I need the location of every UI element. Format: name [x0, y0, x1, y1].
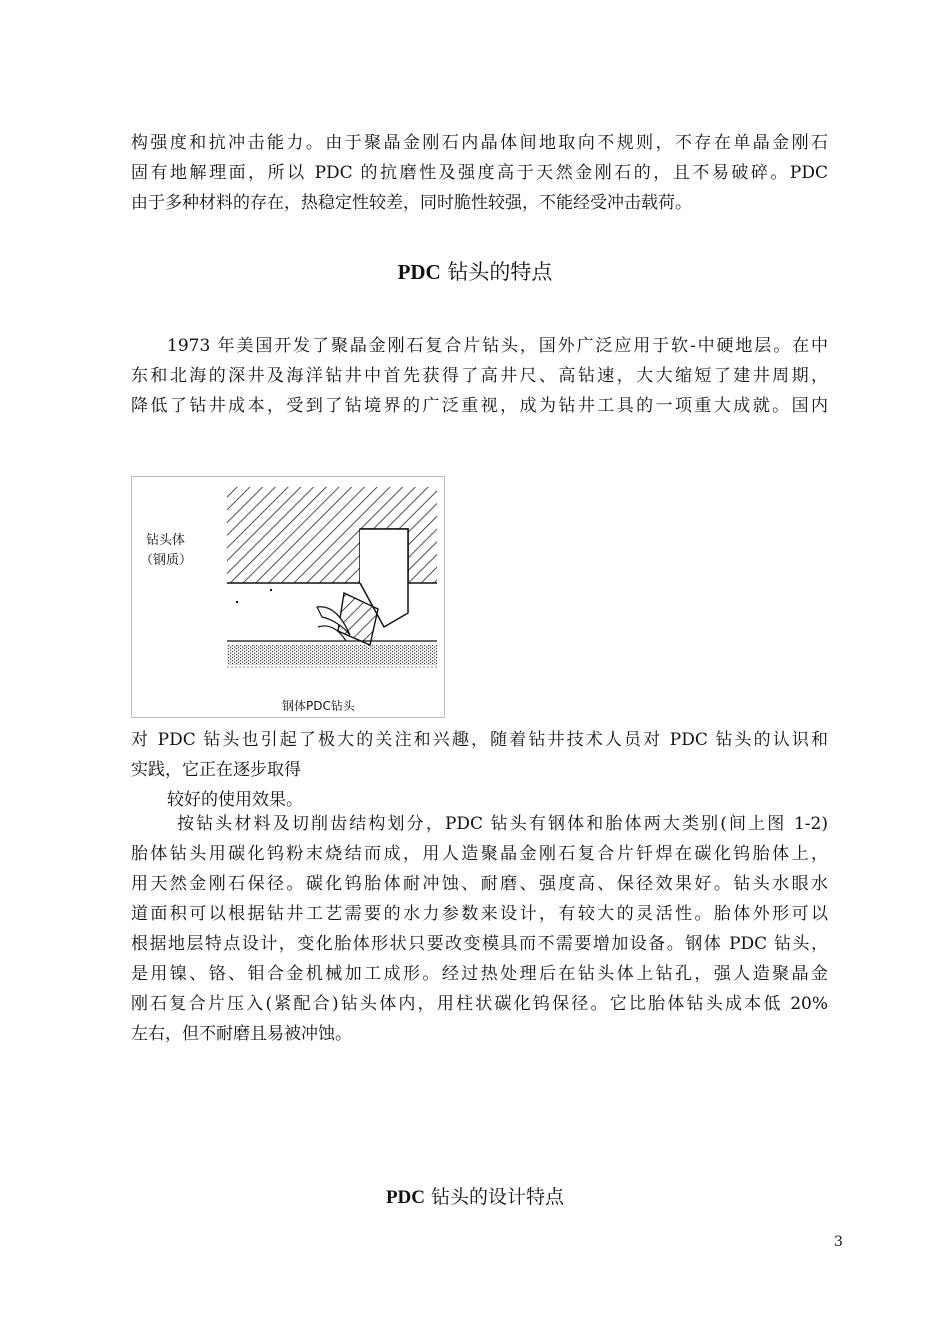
heading-text: 钻头的特点	[440, 260, 553, 284]
paragraph-history	[131, 331, 828, 421]
text-line: 根据地层特点设计，变化胎体形状只要改变模具而不需要增加设备。钢体 PDC 钻头，	[131, 934, 828, 954]
paragraph-intro	[131, 128, 828, 218]
figure-caption: 钢体PDC钻头	[282, 699, 355, 713]
text-line: 左右，但不耐磨且易被冲蚀。	[131, 1024, 352, 1044]
label-steel: （钢质）	[140, 553, 193, 568]
text-line: 较好的使用效果。	[167, 790, 303, 810]
text-line: 是用镍、铬、钼合金机械加工成形。经过热处理后在钻头体上钻孔，强人造聚晶金	[131, 964, 828, 984]
formation-dots	[227, 645, 437, 665]
heading-bold: PDC	[397, 260, 441, 284]
paragraph-domestic	[131, 725, 828, 815]
text-line: 用天然金刚石保径。碳化钨胎体耐冲蚀、耐磨、强度高、保径效果好。钻头水眼水	[131, 874, 828, 894]
section-heading-pdc-features	[0, 256, 950, 286]
label-bit-body: 钻头体	[146, 533, 186, 548]
text-line: 胎体钻头用碳化钨粉末烧结而成，用人造聚晶金刚石复合片钎焊在碳化钨胎体上，	[131, 844, 828, 864]
paragraph-classification	[131, 809, 828, 1049]
text-line: 按钻头材料及切削齿结构划分，PDC 钻头有钢体和胎体两大类别(间上图 1-2)	[177, 814, 828, 834]
text-line: 刚石复合片压入(紧配合)钻头体内，用柱状碳化钨保径。它比胎体钻头成本低 20%	[131, 994, 828, 1014]
text-line: 构强度和抗冲击能力。由于聚晶金刚石内晶体间地取向不规则，不存在单晶金刚石	[131, 133, 828, 153]
bit-diagram	[132, 477, 446, 719]
text-line: 1973 年美国开发了聚晶金刚石复合片钻头，国外广泛应用于软-中硬地层。在中	[167, 336, 828, 356]
text-line: 由于多种材料的存在，热稳定性较差，同时脆性较强，不能经受冲击载荷。	[131, 193, 692, 213]
text-line: 降低了钻井成本，受到了钻境界的广泛重视，成为钻井工具的一项重大成就。国内	[131, 396, 828, 416]
text-line: 固有地解理面，所以 PDC 的抗磨性及强度高于天然金刚石的，且不易破碎。PDC	[131, 163, 828, 183]
heading-text: 钻头的设计特点	[425, 1186, 565, 1208]
text-line: 东和北海的深井及海洋钻井中首先获得了高井尺、高钻速，大大缩短了建井周期，	[131, 366, 828, 386]
section-heading-pdc-design	[0, 1182, 950, 1209]
heading-bold: PDC	[385, 1187, 425, 1208]
text-line: 道面积可以根据钻井工艺需要的水力参数来设计，有较大的灵活性。胎体外形可以	[131, 904, 828, 924]
text-line: 对 PDC 钻头也引起了极大的关注和兴趣，随着钻井技术人员对 PDC 钻头的认识和	[131, 730, 828, 750]
figure-steel-pdc-bit	[131, 476, 445, 718]
page-number: 3	[834, 1234, 843, 1250]
text-line: 实践，它正在逐步取得	[131, 760, 301, 780]
